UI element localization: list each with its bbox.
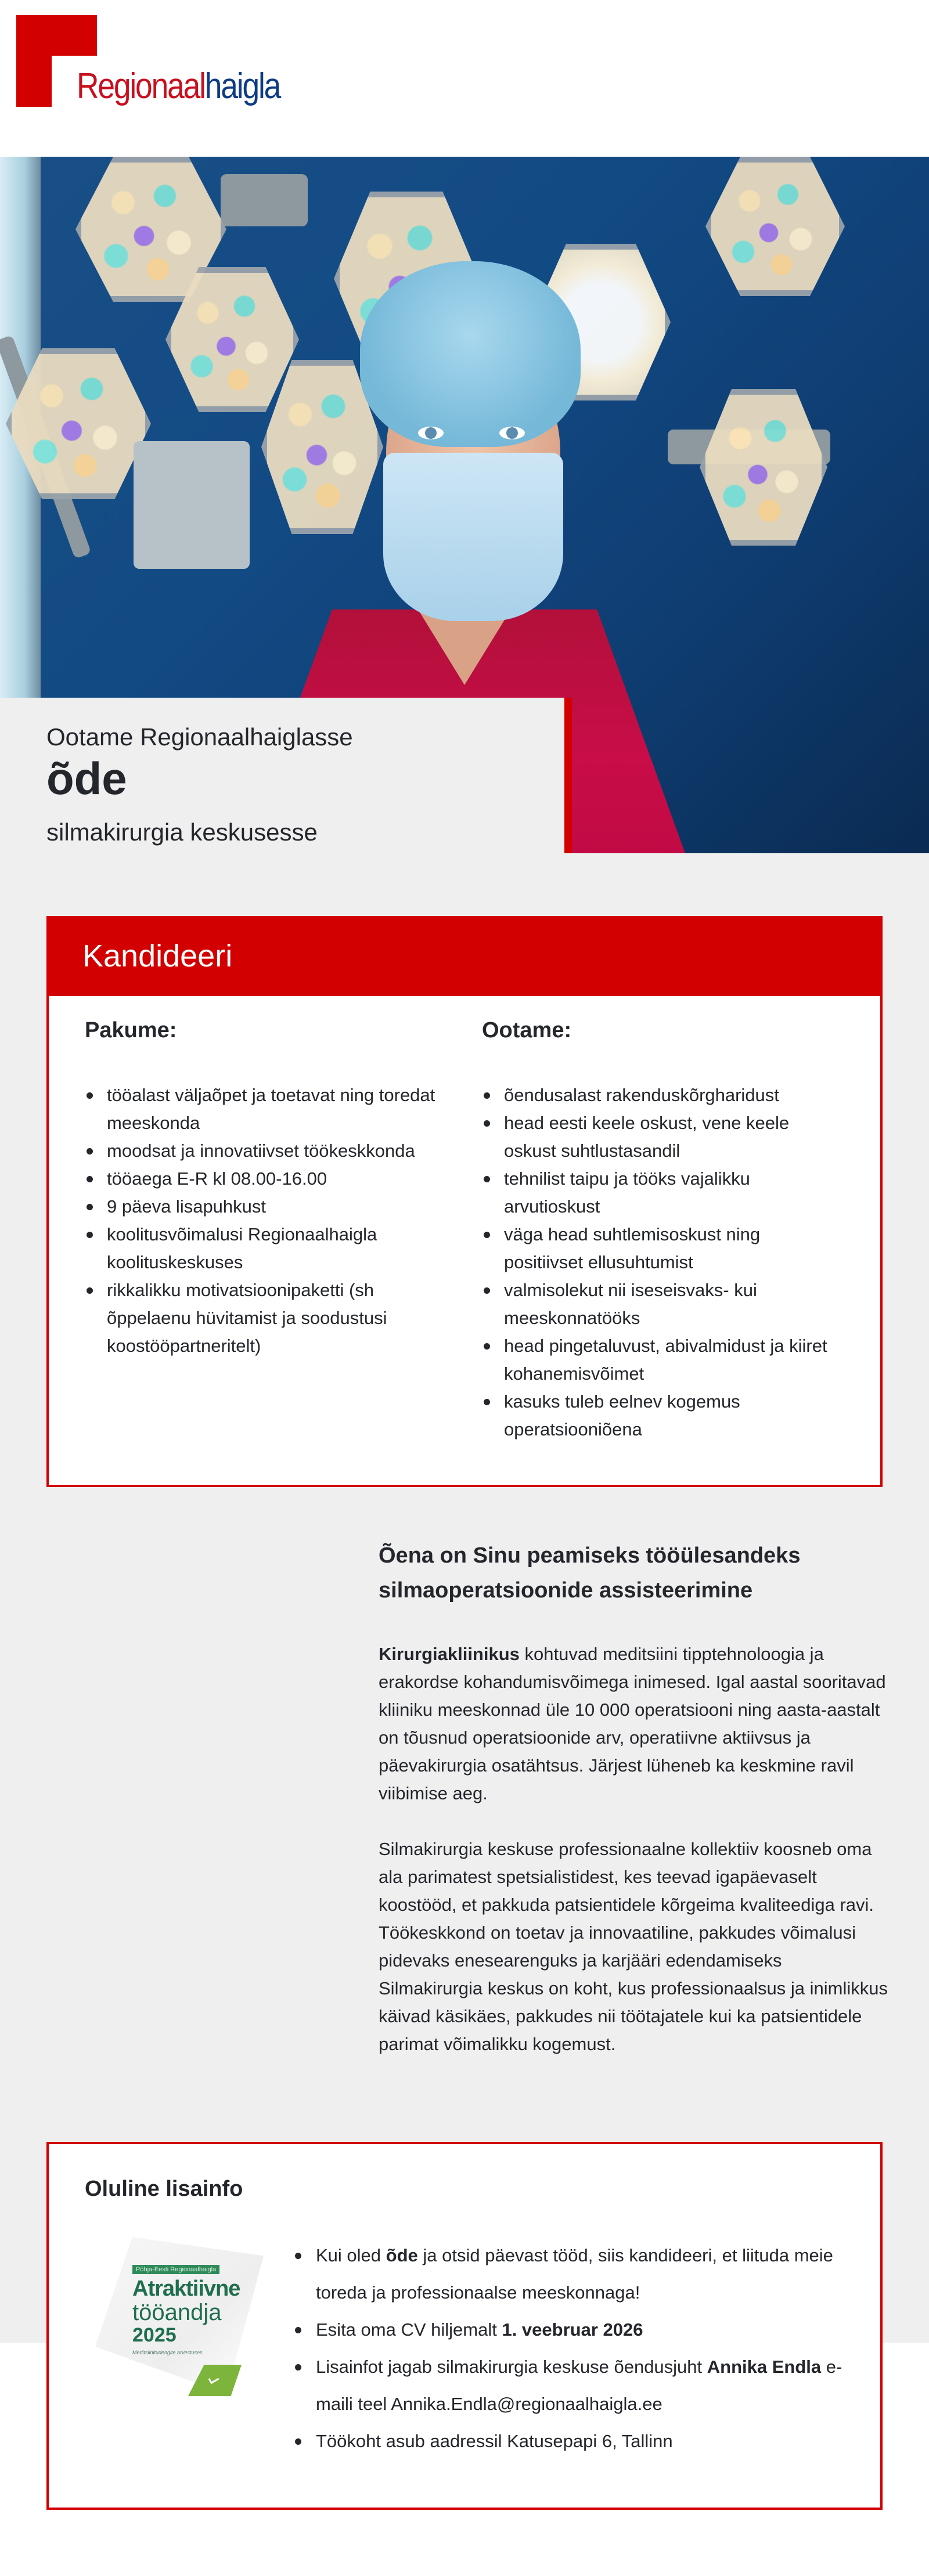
clinic-name: Kirurgiakliinikus (379, 1644, 520, 1664)
job-title: õde (46, 753, 127, 804)
list-item: Lisainfot jagab silmakirurgia keskuse õendusjuht Annika Endla e-maili teel Annika.Endla@regionaalhaigla.ee (294, 2348, 863, 2423)
info-list (294, 2237, 863, 2460)
apply-section (46, 916, 883, 1487)
deadline: 1. veebruar 2026 (502, 2319, 643, 2340)
header (0, 0, 929, 157)
logo-text-blue: haigla (204, 66, 280, 106)
list-item: väga head suhtlemisoskust ning positiivset ellusuhtumist (482, 1221, 842, 1276)
list-item: tööaega E-R kl 08.00-16.00 (85, 1165, 445, 1193)
description-paragraph (379, 1640, 890, 1807)
info-section (46, 2142, 883, 2510)
hero-title-panel (0, 698, 572, 853)
list-item: 9 päeva lisapuhkust (85, 1193, 445, 1221)
list-item: rikkalikku motivatsioonipaketti (sh õppelaenu hüvitamist ja soodustusi koostööpartneritelt) (85, 1276, 445, 1360)
expect-list (482, 1081, 842, 1444)
list-item: tehnilist taipu ja tööks vajalikku arvutioskust (482, 1165, 842, 1221)
list-item: head eesti keele oskust, vene keele oskust suhtlustasandil (482, 1109, 842, 1165)
badge-line: tööandja (132, 2300, 222, 2325)
badge-line: Atraktiivne (132, 2276, 240, 2301)
employer-award-badge (95, 2237, 264, 2394)
expect-column (482, 1018, 842, 1444)
badge-tag: Põhja-Eesti Regionaalhaigla (132, 2265, 219, 2274)
logo-wordmark (77, 68, 280, 104)
expect-heading: Ootame: (482, 1018, 572, 1042)
list-item: head pingetaluvust, abivalmidust ja kiiret kohanemisvõimet (482, 1332, 842, 1388)
list-item: valmisolekut nii iseseisvaks- kui meeskonnatööks (482, 1276, 842, 1332)
list-item: õendusalast rakenduskõrgharidust (482, 1081, 842, 1109)
badge-caption: Meditsiinitudengite arvestuses (132, 2350, 203, 2355)
paragraph-text: kohtuvad meditsiini tipptehnoloogia ja erakordse kohandumisvõimega inimesed. Igal aastal sooritavad kliiniku meeskonnad üle 10 000 operatsiooni ning aasta-aastalt on tõusnud operatsioonide arv, operatiivne aktiivsus ja päevakirurgia osatähtsus. Järjest lüheneb ka keskmine ravil viibimise aeg. (379, 1644, 886, 1803)
description-heading: Õena on Sinu peamiseks tööülesandeks silmaoperatsioonide assisteerimine (379, 1543, 801, 1603)
logo-text-red: Regionaal (77, 66, 205, 106)
list-item: tööalast väljaõpet ja toetavat ning toredat meeskonda (85, 1081, 445, 1137)
contact-name: Annika Endla (707, 2357, 822, 2377)
list-item: Kui oled õde ja otsid päevast tööd, siis kandideeri, et liituda meie toreda ja professionaalse meeskonnaga! (294, 2237, 863, 2311)
hero-kicker: Ootame Regionaalhaiglasse (46, 723, 353, 751)
address: Töökoht asub aadressil Katusepapi 6, Tallinn (316, 2431, 673, 2451)
list-item: koolitusvõimalusi Regionaalhaigla koolituskeskuses (85, 1221, 445, 1276)
badge-year: 2025 (132, 2324, 177, 2346)
job-subtitle: silmakirurgia keskusesse (46, 818, 318, 846)
description-paragraph: Silmakirurgia keskuse professionaalne kollektiiv koosneb oma ala parimatest spetsialistidest, kes teevad igapäevaselt koostööd, et pakkuda patsientidele kõrgeima kvaliteediga ravi. Töökeskkond on toetav ja innovaatiline, pakkudes võimalusi pidevaks enesearenguks ja karjääri edendamiseks Silmakirurgia keskus on koht, kus professionaalsus ja inimlikkus käivad käsikäes, pakkudes nii töötajatele kui ka patsientidele parimat võimalikku kogemust. (379, 1839, 888, 2054)
offer-list (85, 1081, 445, 1360)
list-item (294, 2423, 863, 2460)
logo[interactable] (16, 15, 318, 117)
job-description (379, 1538, 890, 2086)
contact-email-link[interactable]: Annika.Endla@regionaalhaigla.ee (391, 2394, 662, 2414)
list-item: moodsat ja innovatiivset töökeskkonda (85, 1137, 445, 1165)
list-item: kasuks tuleb eelnev kogemus operatsiooniõena (482, 1388, 842, 1444)
accent-bar (564, 698, 572, 853)
offer-heading: Pakume: (85, 1018, 177, 1042)
offer-column (85, 1018, 445, 1360)
info-heading: Oluline lisainfo (85, 2177, 243, 2201)
list-item: Esita oma CV hiljemalt 1. veebruar 2026 (294, 2311, 863, 2348)
apply-button[interactable]: Kandideeri (49, 918, 880, 996)
